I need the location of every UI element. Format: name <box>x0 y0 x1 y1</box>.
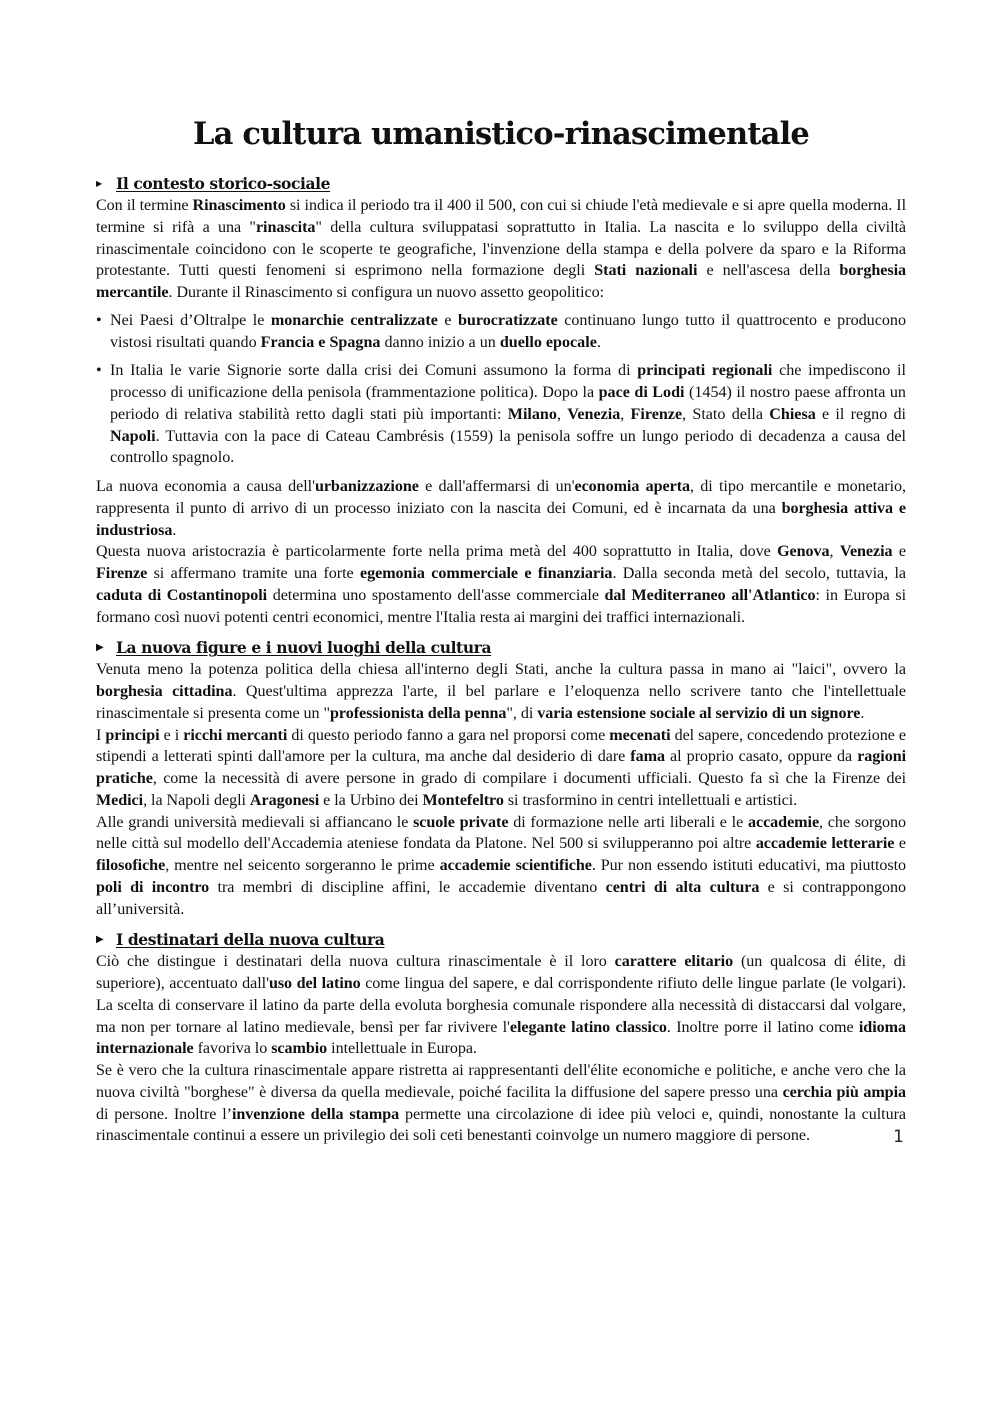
paragraph: La nuova economia a causa dell'urbanizzazione e dall'affermarsi di un'economia aperta, di tipo mercantile e monetario, rappresenta il punto di arrivo di un processo iniziato con la nascita dei Comuni, ed è incarnata da una borghesia attiva e industriosa. <box>96 478 906 539</box>
list-item <box>96 360 906 469</box>
page-title: La cultura umanistico-rinascimentale <box>192 116 810 152</box>
list-item <box>96 310 906 354</box>
paragraph: Alle grandi università medievali si affiancano le scuole private di formazione nelle arti liberali e le accademie, che sorgono nelle città sul modello dell'Accademia ateniese fondata da Platone. Nel 500 si svilupperanno poi altre accademie letterarie e filosofiche, mentre nel seicento sorgeranno le prime accademie scientifiche. Pur non essendo istituti educativi, ma piuttosto poli di incontro tra membri di discipline affini, le accademie diventano centri di alta cultura e si contrappongono all’università. <box>96 813 906 918</box>
section-heading-text: La nuova figure e i nuovi luoghi della cultura <box>116 638 492 658</box>
paragraph: I principi e i ricchi mercanti di questo periodo fanno a gara nel proporsi come mecenati del sapere, concedendo protezione e stipendi a letterati spinti dall'amore per la cultura, ma anche dal desiderio di dare fama al proprio casato, oppure da ragioni pratiche, come la necessità di avere persone in grado di compilare i documenti ufficiali. Questo fa sì che la Firenze dei Medici, la Napoli degli Aragonesi e la Urbino dei Montefeltro si trasformino in centri intellettuali e artistici. <box>96 726 907 809</box>
section-heading-figures <box>96 636 906 659</box>
list-item-text: Nei Paesi d’Oltralpe le monarchie centralizzate e burocratizzate continuano lungo tutto il quattrocento e producono vistosi risultati quando Francia e Spagna danno inizio a un duello epocale. <box>110 311 906 351</box>
bullet-dot-icon: • <box>96 362 102 380</box>
list-item-text: In Italia le varie Signorie sorte dalla crisi dei Comuni assumono la forma di principati regionali che impediscono il processo di unificazione della penisola (frammentazione politica). Dopo la pace di Lodi (1454) il nostro paese affronta un periodo di relativa stabilità retto dagli stati più importanti: Milano, Venezia, Firenze, Stato della Chiesa e il regno di Napoli. Tuttavia con la pace di Cateau Cambrésis (1559) la penisola soffre un lungo periodo di decadenza a causa del controllo spagnolo. <box>110 362 907 467</box>
triangle-bullet-icon: ▶ <box>96 642 104 654</box>
paragraph: Ciò che distingue i destinatari della nuova cultura rinascimentale è il loro carattere elitario (un qualcosa di élite, di superiore), accentuato dall'uso del latino come lingua del sapere, e dal corrispondente rifiuto delle lingue parlate (le volgari). La scelta di conservare il latino da parte della evoluta borghesia comunale rispondere alla necessità di distaccarsi dal volgare, ma non per tornare al latino medievale, bensì per far rivivere l'elegante latino classico. Inoltre porre il latino come idioma internazionale favoriva lo scambio intellettuale in Europa. <box>96 953 907 1058</box>
section-heading-text: Il contesto storico-sociale <box>116 174 331 193</box>
section-heading-context <box>96 172 906 195</box>
document-page <box>96 112 906 1147</box>
bullet-list <box>96 310 906 469</box>
paragraph: Con il termine Rinascimento si indica il periodo tra il 400 il 500, con cui si chiude l'età medievale e si apre quella moderna. Il termine si rifà a una "rinascita" della cultura sviluppatasi soprattutto in Italia. La nascita e lo sviluppo della civiltà rinascimentale coincidono con le scoperte te geografiche, l'invenzione della stampa e della polvere da sparo e la Riforma protestante. Tutti questi fenomeni si esprimono nella formazione degli Stati nazionali e nell'ascesa della borghesia mercantile. Durante il Rinascimento si configura un nuovo assetto geopolitico: <box>96 197 907 301</box>
triangle-bullet-icon: ▶ <box>96 178 102 188</box>
section-heading-text: I destinatari della nuova cultura <box>116 930 385 950</box>
paragraph: Se è vero che la cultura rinascimentale appare ristretta ai rappresentanti dell'élite economiche e politiche, e anche vero che la nuova civiltà "borghese" è diversa da quella medievale, poiché facilita la diffusione del sapere presso una cerchia più ampia di persone. Inoltre l’invenzione della stampa permette una circolazione di idee più veloci e, quindi, nonostante la cultura rinascimentale continui a essere un privilegio dei soli ceti benestanti coinvolge un numero maggiore di persone. <box>96 1062 906 1145</box>
paragraph: Questa nuova aristocrazia è particolarmente forte nella prima metà del 400 soprattutto in Italia, dove Genova, Venezia e Firenze si affermano tramite una forte egemonia commerciale e finanziaria. Dalla seconda metà del secolo, tuttavia, la caduta di Costantinopoli determina uno spostamento dell'asse commerciale dal Mediterraneo all'Atlantico: in Europa si formano così nuovi potenti centri economici, mentre l'Italia resta ai margini dei traffici internazionali. <box>96 543 906 626</box>
page-number: 1 <box>893 1127 904 1147</box>
section-heading-audience <box>96 928 906 951</box>
paragraph: Venuta meno la potenza politica della chiesa all'interno degli Stati, anche la cultura passa in mano ai "laici", ovvero la borghesia cittadina. Quest'ultima apprezza l'arte, il bel parlare e l’eloquenza nello scrivere tanto che l'intellettuale rinascimentale si presenta come un "professionista della penna", di varia estensione sociale al servizio di un signore. <box>96 661 907 722</box>
bullet-dot-icon: • <box>96 311 102 329</box>
triangle-bullet-icon: ▶ <box>96 934 104 946</box>
